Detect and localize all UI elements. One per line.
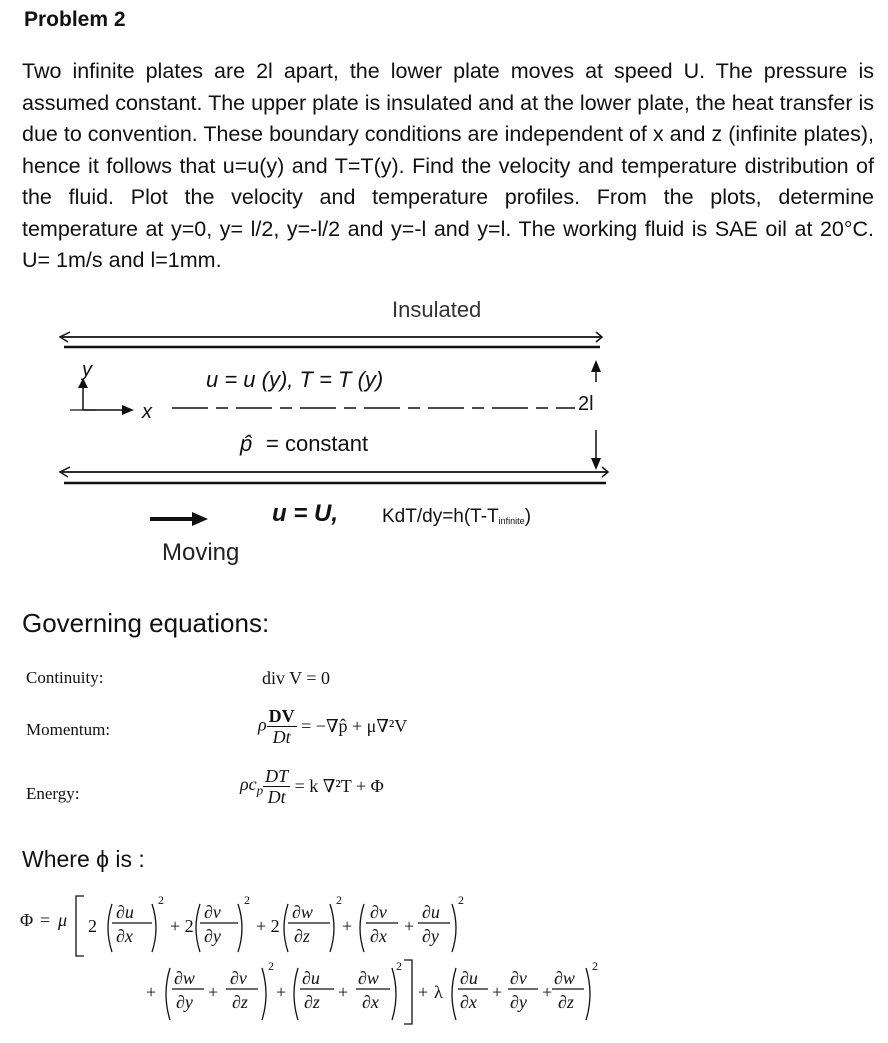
phi-mu: μ xyxy=(58,910,68,930)
gap-label: 2l xyxy=(578,393,594,415)
svg-text:+: + xyxy=(492,982,503,1002)
energy-rho-c: ρc xyxy=(240,774,257,795)
svg-text:∂x: ∂x xyxy=(362,992,379,1012)
lower-plate xyxy=(60,467,608,483)
svg-text:∂z: ∂z xyxy=(304,992,320,1012)
dissipation-equation xyxy=(0,880,888,1040)
svg-text:∂v: ∂v xyxy=(204,902,221,922)
phi-equals: = xyxy=(40,910,51,930)
energy-denominator: Dt xyxy=(267,787,286,807)
energy-label: Energy: xyxy=(26,784,80,803)
svg-text:2: 2 xyxy=(592,959,598,973)
svg-text:2: 2 xyxy=(336,893,342,907)
svg-text:∂w: ∂w xyxy=(358,968,379,988)
svg-text:∂z: ∂z xyxy=(232,992,248,1012)
svg-text:2: 2 xyxy=(88,916,97,936)
svg-text:∂v: ∂v xyxy=(510,968,527,988)
moving-arrow-icon xyxy=(150,512,208,526)
problem-title: Problem 2 xyxy=(24,8,126,31)
svg-text:∂y: ∂y xyxy=(204,926,221,946)
svg-text:+ 2: + 2 xyxy=(256,916,280,936)
phi-lambda: λ xyxy=(434,982,443,1002)
lower-bc-heat-subscript: infinite xyxy=(498,516,525,526)
field-label: u = u (y), T = T (y) xyxy=(206,367,384,392)
svg-text:∂y: ∂y xyxy=(510,992,527,1012)
pressure-label: = constant xyxy=(266,431,369,456)
continuity-equation: div V = 0 xyxy=(262,668,331,688)
svg-text:+: + xyxy=(342,916,353,936)
svg-text:∂z: ∂z xyxy=(294,926,310,946)
plate-diagram xyxy=(0,290,888,590)
svg-text:∂u: ∂u xyxy=(460,968,478,988)
y-axis-arrow-icon xyxy=(70,378,96,410)
svg-text:+: + xyxy=(542,982,553,1002)
momentum-fraction xyxy=(267,706,297,747)
svg-text:2: 2 xyxy=(244,893,250,907)
insulated-label: Insulated xyxy=(392,297,482,322)
momentum-denominator: Dt xyxy=(272,727,291,747)
energy-equation xyxy=(240,766,384,807)
svg-text:∂y: ∂y xyxy=(176,992,193,1012)
svg-text:2: 2 xyxy=(396,959,402,973)
svg-text:+: + xyxy=(418,982,429,1002)
svg-text:∂x: ∂x xyxy=(460,992,477,1012)
upper-plate xyxy=(60,332,602,347)
continuity-label: Continuity: xyxy=(26,668,104,687)
lower-bc-heat-main: KdT/dy=h(T-T xyxy=(382,506,499,527)
svg-text:+ 2: + 2 xyxy=(170,916,194,936)
energy-subscript: p xyxy=(256,782,264,798)
lower-bc-heat xyxy=(382,506,531,527)
energy-lhs xyxy=(240,774,264,798)
svg-text:∂x: ∂x xyxy=(370,926,387,946)
svg-text:2: 2 xyxy=(268,959,274,973)
x-axis-label: x xyxy=(142,401,152,423)
moving-label: Moving xyxy=(162,539,240,566)
energy-rhs: = k ∇²T + Φ xyxy=(294,776,384,796)
svg-text:+: + xyxy=(404,916,415,936)
lower-bc-heat-close: ) xyxy=(524,506,532,527)
svg-text:∂w: ∂w xyxy=(292,902,313,922)
problem-statement xyxy=(22,56,874,277)
svg-text:+: + xyxy=(146,982,157,1002)
svg-text:∂z: ∂z xyxy=(558,992,574,1012)
momentum-label: Momentum: xyxy=(26,720,111,739)
svg-text:+: + xyxy=(208,982,219,1002)
svg-text:∂v: ∂v xyxy=(370,902,387,922)
where-phi-label: Where ϕ is : xyxy=(22,846,145,872)
problem-statement-text: Two infinite plates are 2l apart, the lower plate moves at speed U. The pressure is assumed constant. The upper plate is insulated and at the lower plate, the heat transfer is due to convention. These boundary conditions are independent of x and z (infinite plates), hence it follows that u=u(y) and T=T(y). Find the velocity and temperature distribution of the fluid. Plot the velocity and temperature profiles. From the plots, determine temperature at y=0, y= l/2, y=-l/2 and y=-l and y=l. The working fluid is SAE oil at 20°C. U= 1m/s and l=1mm. xyxy=(22,59,874,272)
svg-text:∂u: ∂u xyxy=(116,902,134,922)
momentum-numerator: DV xyxy=(268,706,295,726)
svg-text:∂x: ∂x xyxy=(116,926,133,946)
y-axis-label: y xyxy=(82,359,92,381)
svg-text:∂w: ∂w xyxy=(554,968,575,988)
phi-symbol: Φ xyxy=(20,910,34,930)
svg-text:∂u: ∂u xyxy=(302,968,320,988)
svg-text:∂u: ∂u xyxy=(422,902,440,922)
svg-text:∂v: ∂v xyxy=(230,968,247,988)
lower-bc-velocity: u = U, xyxy=(272,500,339,527)
momentum-equation xyxy=(258,706,407,747)
gap-arrow-icon xyxy=(591,360,601,470)
svg-text:+: + xyxy=(338,982,349,1002)
svg-text:∂y: ∂y xyxy=(422,926,439,946)
pressure-symbol: p̂ xyxy=(240,431,253,456)
svg-text:∂w: ∂w xyxy=(174,968,195,988)
svg-text:2: 2 xyxy=(158,893,164,907)
momentum-rhs: = −∇p̂ + μ∇²V xyxy=(301,716,408,736)
svg-text:2: 2 xyxy=(458,893,464,907)
governing-heading: Governing equations: xyxy=(22,608,270,638)
energy-numerator: DT xyxy=(265,766,289,786)
svg-text:+: + xyxy=(276,982,287,1002)
x-axis-arrow-icon xyxy=(83,405,134,415)
momentum-rho: ρ xyxy=(258,714,267,735)
energy-fraction xyxy=(263,766,290,807)
